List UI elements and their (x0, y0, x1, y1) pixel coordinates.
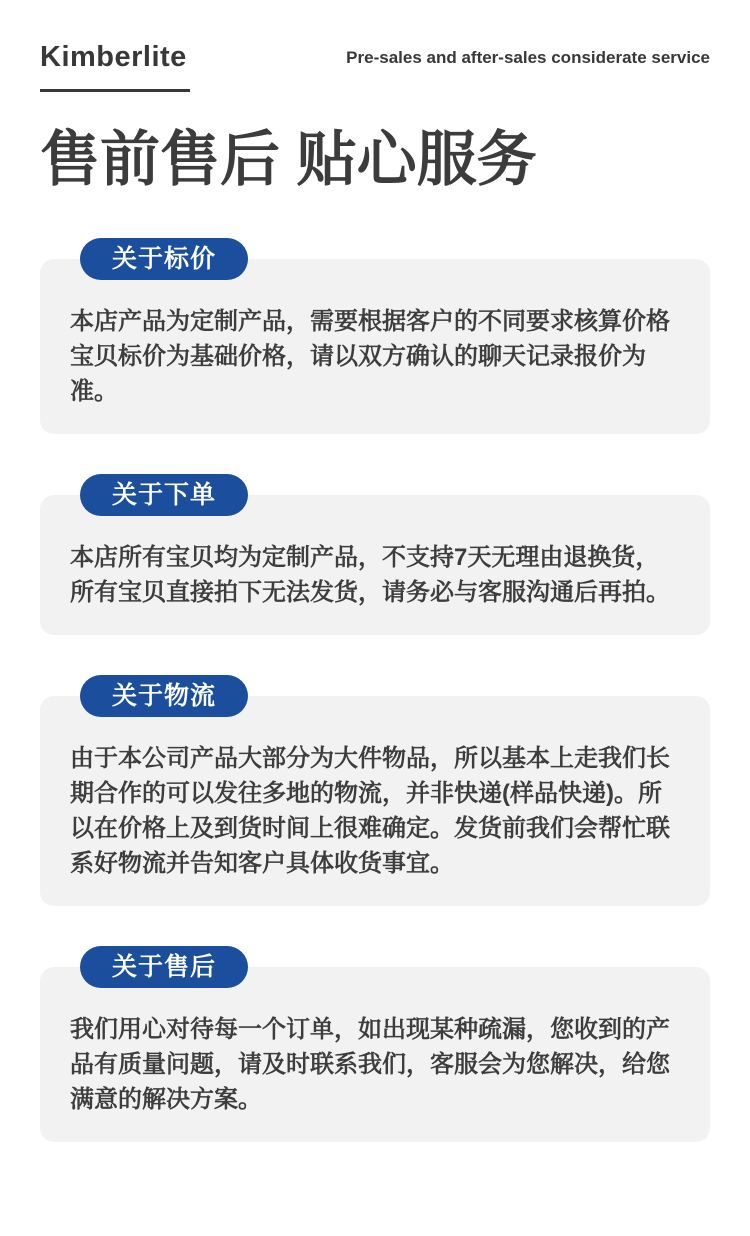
header-tagline: Pre-sales and after-sales considerate service (346, 48, 710, 67)
section-pricing (40, 238, 710, 434)
section-ordering-panel (40, 495, 710, 635)
brand-block (40, 40, 190, 92)
page-header (40, 40, 710, 92)
section-pricing-badge: 关于标价 (80, 238, 248, 280)
section-logistics-panel (40, 696, 710, 906)
page-title: 售前售后 贴心服务 (40, 126, 537, 193)
section-ordering-badge: 关于下单 (80, 474, 248, 516)
section-aftersales-panel (40, 967, 710, 1142)
service-sections (40, 238, 710, 1142)
section-logistics (40, 675, 710, 906)
section-aftersales (40, 946, 710, 1142)
section-ordering-text: 本店所有宝贝均为定制产品，不支持7天无理由退换货，所有宝贝直接拍下无法发货，请务必与客服沟通后再拍。 (70, 544, 670, 606)
brand-logo: Kimberlite (40, 41, 187, 73)
section-ordering (40, 474, 710, 635)
section-aftersales-text: 我们用心对待每一个订单，如出现某种疏漏，您收到的产品有质量问题，请及时联系我们，客服会为您解决，给您满意的解决方案。 (70, 1016, 670, 1113)
section-pricing-text: 本店产品为定制产品，需要根据客户的不同要求核算价格宝贝标价为基础价格，请以双方确认的聊天记录报价为准。 (70, 308, 670, 405)
section-logistics-text: 由于本公司产品大部分为大件物品，所以基本上走我们长期合作的可以发往多地的物流，并非快递(样品快递)。所以在价格上及到货时间上很难确定。发货前我们会帮忙联系好物流并告知客户具体收货事宜。 (70, 745, 670, 877)
brand-underline-divider (40, 89, 190, 92)
section-pricing-panel (40, 259, 710, 434)
section-aftersales-badge: 关于售后 (80, 946, 248, 988)
section-logistics-badge: 关于物流 (80, 675, 248, 717)
